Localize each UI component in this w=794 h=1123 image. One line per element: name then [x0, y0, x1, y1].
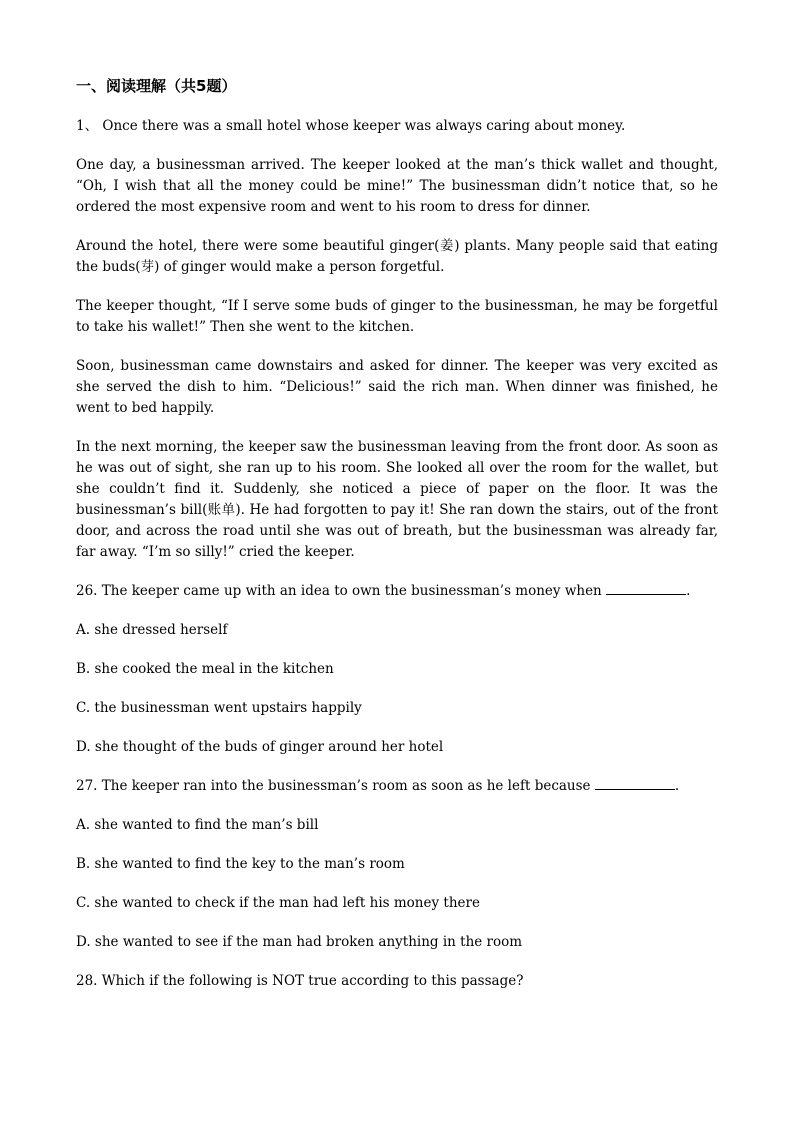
- question-27-stem: [76, 776, 718, 797]
- question-26-option-d[interactable]: D. she thought of the buds of ginger around her hotel: [76, 739, 444, 755]
- question-27-option-c[interactable]: C. she wanted to check if the man had left his money there: [76, 895, 480, 911]
- answer-blank-26: [606, 582, 686, 595]
- section-title: 一、阅读理解（共5题）: [76, 77, 237, 95]
- passage-paragraph-4: The keeper thought, “If I serve some buds of ginger to the businessman, he may be forgetful to take his wallet!” Then she went to the kitchen.: [76, 298, 718, 335]
- question-26-stem: [76, 581, 718, 602]
- passage-paragraph-2: One day, a businessman arrived. The keeper looked at the man’s thick wallet and thought, “Oh, I wish that all the money could be mine!” The businessman didn’t notice that, so he ordered the most expensive room and went to his room to dress for dinner.: [76, 157, 718, 215]
- question-26-option-b[interactable]: B. she cooked the meal in the kitchen: [76, 661, 334, 677]
- question-26-option-a[interactable]: A. she dressed herself: [76, 622, 228, 638]
- passage-paragraph-1: 1、 Once there was a small hotel whose keeper was always caring about money.: [76, 118, 626, 134]
- question-27-option-d[interactable]: D. she wanted to see if the man had broken anything in the room: [76, 934, 523, 950]
- question-26-option-c[interactable]: C. the businessman went upstairs happily: [76, 700, 362, 716]
- question-26-end: .: [686, 583, 691, 599]
- passage-paragraph-6: In the next morning, the keeper saw the businessman leaving from the front door. As soon as he was out of sight, she ran up to his room. She looked all over the room for the wallet, but she couldn’t find it. Suddenly, she noticed a piece of paper on the floor. It was the businessman’s bill(账单). He had forgotten to pay it! She ran down the stairs, out of the front door, and across the road until she was out of breath, but the businessman was already far, far away. “I’m so silly!” cried the keeper.: [76, 439, 718, 560]
- document-page: [76, 76, 718, 1010]
- question-26-text: 26. The keeper came up with an idea to own the businessman’s money when: [76, 583, 602, 599]
- question-28-stem: 28. Which if the following is NOT true according to this passage?: [76, 973, 524, 989]
- passage-paragraph-5: Soon, businessman came downstairs and asked for dinner. The keeper was very excited as she served the dish to him. “Delicious!” said the rich man. When dinner was finished, he went to bed happily.: [76, 358, 718, 416]
- question-27-option-a[interactable]: A. she wanted to find the man’s bill: [76, 817, 319, 833]
- question-27-text: 27. The keeper ran into the businessman’s room as soon as he left because: [76, 778, 591, 794]
- answer-blank-27: [595, 777, 675, 790]
- question-27-option-b[interactable]: B. she wanted to find the key to the man’s room: [76, 856, 405, 872]
- question-27-end: .: [674, 778, 680, 794]
- passage-paragraph-3: Around the hotel, there were some beautiful ginger(姜) plants. Many people said that eating the buds(芽) of ginger would make a person forgetful.: [76, 238, 718, 275]
